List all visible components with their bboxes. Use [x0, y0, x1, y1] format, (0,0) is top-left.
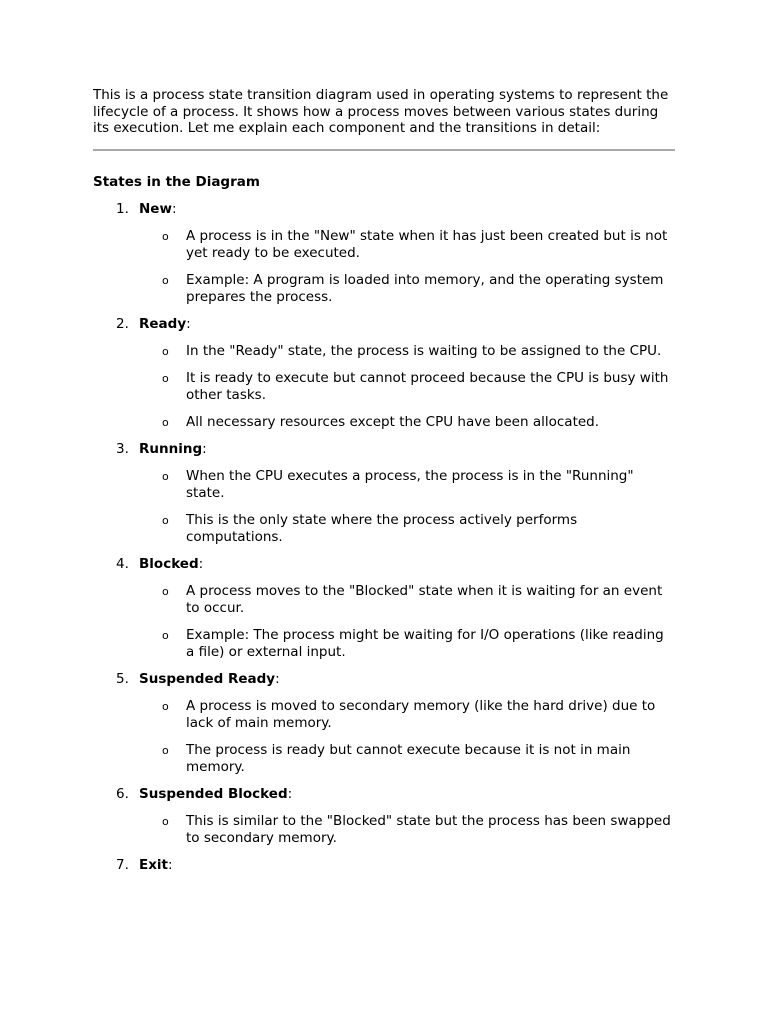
bullet-circle-icon: o [162, 469, 169, 483]
colon: : [186, 315, 191, 332]
bullet-circle-icon: o [162, 273, 169, 287]
bullet-circle-icon: o [162, 699, 169, 713]
point-text: Example: A program is loaded into memory, and the operating system prepares the process. [186, 271, 664, 305]
point-text: When the CPU executes a process, the process is in the "Running" state. [186, 467, 634, 501]
state-heading [93, 201, 675, 218]
bullet-circle-icon: o [162, 415, 169, 429]
bullet-circle-icon: o [162, 743, 169, 757]
point-text: Example: The process might be waiting for I/O operations (like reading a file) or external input. [186, 626, 664, 660]
list-item [93, 512, 675, 546]
state-points [93, 468, 675, 546]
bullet-circle-icon: o [162, 628, 169, 642]
state-name: Suspended Blocked [139, 785, 288, 802]
state-number: 7. [116, 856, 129, 873]
state-number: 2. [116, 315, 129, 332]
intro-paragraph: This is a process state transition diagram used in operating systems to represent the lifecycle of a process. It shows how a process moves between various states during its execution. Let me explain each component and the transitions in detail: [93, 87, 669, 137]
point-text: It is ready to execute but cannot proceed because the CPU is busy with other tasks. [186, 369, 669, 403]
list-item [93, 272, 675, 306]
state-number: 4. [116, 555, 129, 572]
list-item [93, 343, 675, 360]
state-heading [93, 857, 675, 874]
state-number: 5. [116, 670, 129, 687]
state-points [93, 813, 675, 847]
section-heading: States in the Diagram [93, 173, 260, 190]
list-item [93, 698, 675, 732]
bullet-circle-icon: o [162, 584, 169, 598]
document-page [93, 87, 675, 874]
state-number: 3. [116, 440, 129, 457]
state-name: Ready [139, 315, 187, 332]
state-heading [93, 556, 675, 573]
states-list [93, 201, 675, 874]
state-item-suspended-blocked [93, 786, 675, 847]
colon: : [198, 555, 204, 572]
state-points [93, 228, 675, 306]
colon: : [275, 670, 280, 687]
point-text: In the "Ready" state, the process is waiting to be assigned to the CPU. [186, 342, 662, 359]
list-item [93, 228, 675, 262]
list-item [93, 813, 675, 847]
point-text: A process moves to the "Blocked" state when it is waiting for an event to occur. [186, 582, 663, 616]
state-heading [93, 441, 675, 458]
list-item [93, 583, 675, 617]
bullet-circle-icon: o [162, 344, 169, 358]
list-item [93, 370, 675, 404]
colon: : [287, 785, 293, 802]
list-item [93, 627, 675, 661]
bullet-circle-icon: o [162, 814, 169, 828]
state-heading [93, 786, 675, 803]
horizontal-divider [93, 149, 675, 151]
state-heading [93, 671, 675, 688]
state-points [93, 343, 675, 431]
point-text: All necessary resources except the CPU have been allocated. [186, 413, 600, 430]
state-number: 1. [116, 200, 129, 217]
point-text: This is the only state where the process actively performs computations. [186, 511, 578, 545]
state-item-running [93, 441, 675, 546]
state-item-ready [93, 316, 675, 431]
state-points [93, 698, 675, 776]
state-item-suspended-ready [93, 671, 675, 776]
point-text: A process is moved to secondary memory (like the hard drive) due to lack of main memory. [186, 697, 656, 731]
state-item-new [93, 201, 675, 306]
bullet-circle-icon: o [162, 229, 169, 243]
colon: : [171, 200, 177, 217]
state-name: Blocked [139, 555, 199, 572]
state-item-exit [93, 857, 675, 874]
state-name: Exit [139, 856, 169, 873]
state-heading [93, 316, 675, 333]
state-number: 6. [116, 785, 129, 802]
list-item [93, 414, 675, 431]
bullet-circle-icon: o [162, 513, 169, 527]
state-item-blocked [93, 556, 675, 661]
point-text: A process is in the "New" state when it has just been created but is not yet ready to be executed. [186, 227, 668, 261]
state-points [93, 583, 675, 661]
point-text: The process is ready but cannot execute because it is not in main memory. [186, 741, 631, 775]
list-item [93, 742, 675, 776]
list-item [93, 468, 675, 502]
colon: : [168, 856, 173, 873]
state-name: Running [139, 440, 203, 457]
state-name: New [139, 200, 172, 217]
state-name: Suspended Ready [139, 670, 276, 687]
point-text: This is similar to the "Blocked" state but the process has been swapped to secondary memory. [186, 812, 671, 846]
bullet-circle-icon: o [162, 371, 169, 385]
colon: : [202, 440, 207, 457]
